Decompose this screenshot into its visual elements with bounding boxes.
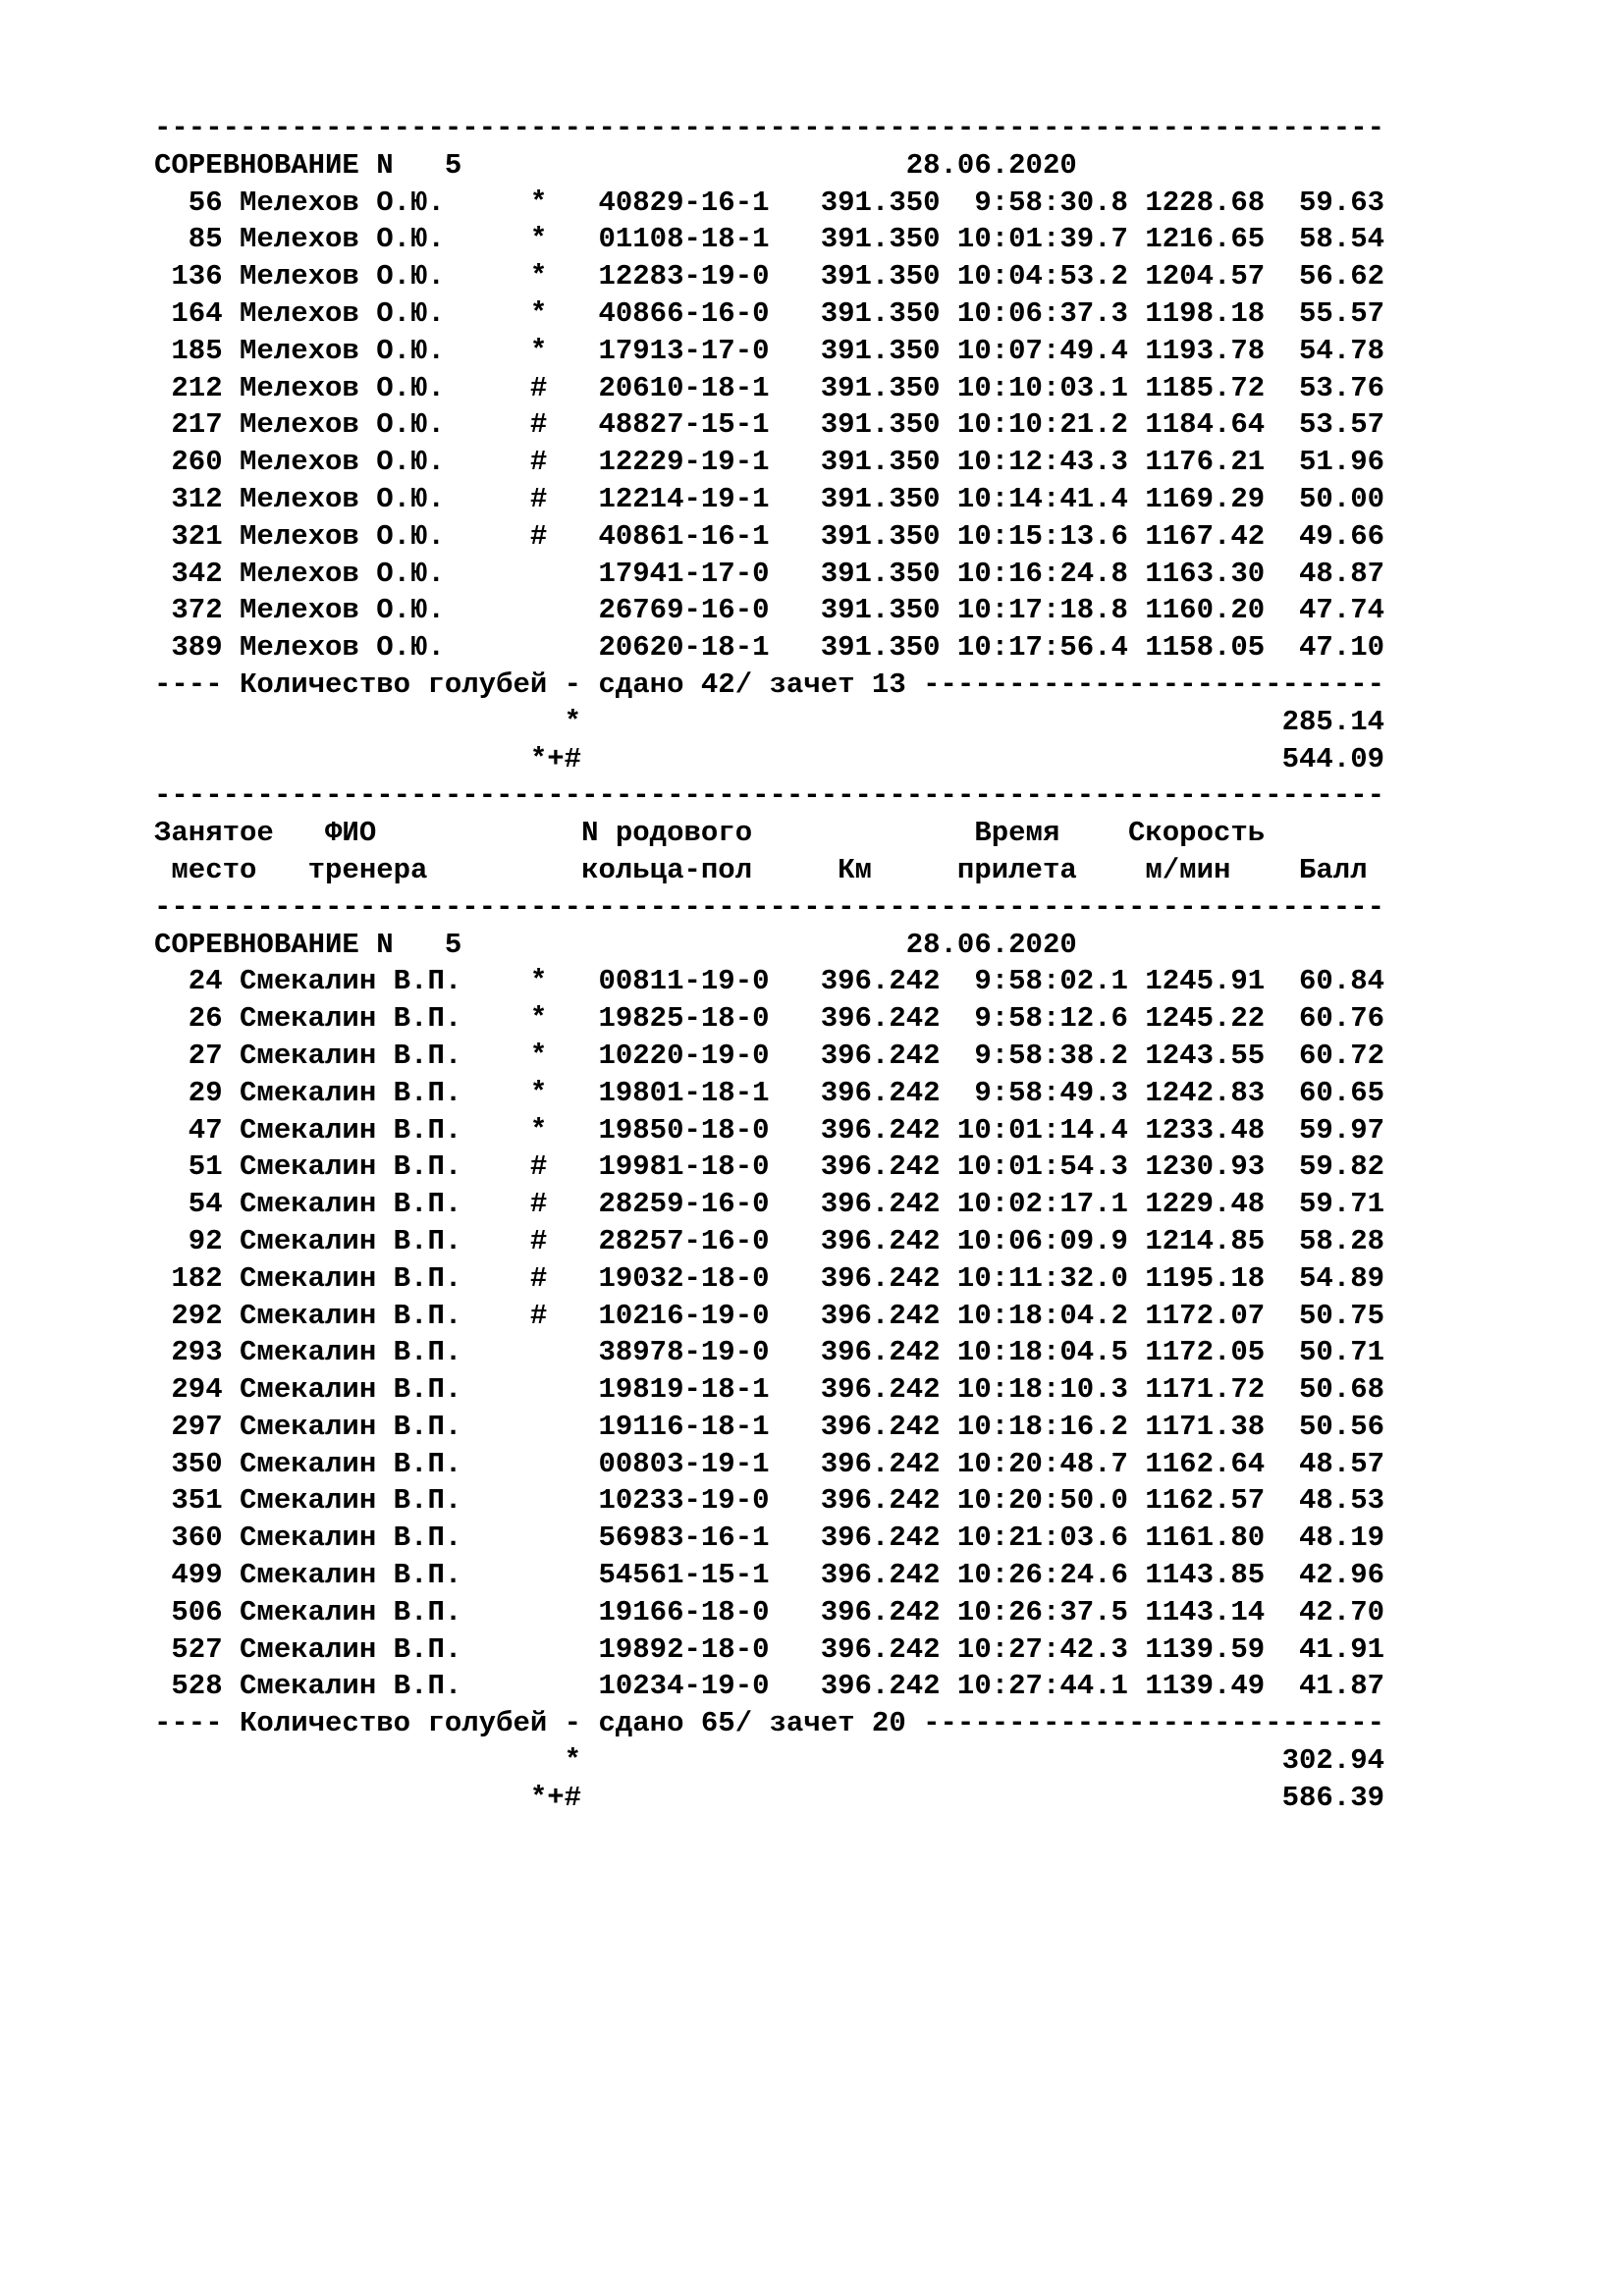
result-row: 164 Мелехов О.Ю. * 40866-16-0 391.350 10:06:37.3 1198.18 55.57	[154, 296, 1385, 330]
competition-header: СОРЕВНОВАНИЕ N 5 28.06.2020	[154, 148, 1077, 182]
points-total-line: * 302.94	[154, 1744, 1385, 1778]
result-row: 24 Смекалин В.П. * 00811-19-0 396.242 9:58:02.1 1245.91 60.84	[154, 965, 1385, 998]
result-row: 372 Мелехов О.Ю. 26769-16-0 391.350 10:17:18.8 1160.20 47.74	[154, 594, 1385, 627]
result-row: 527 Смекалин В.П. 19892-18-0 396.242 10:27:42.3 1139.59 41.91	[154, 1632, 1385, 1666]
result-row: 360 Смекалин В.П. 56983-16-1 396.242 10:21:03.6 1161.80 48.19	[154, 1522, 1385, 1555]
result-row: 528 Смекалин В.П. 10234-19-0 396.242 10:27:44.1 1139.49 41.87	[154, 1670, 1385, 1703]
result-row: 29 Смекалин В.П. * 19801-18-1 396.242 9:58:49.3 1242.83 60.65	[154, 1076, 1385, 1109]
result-row: 499 Смекалин В.П. 54561-15-1 396.242 10:26:24.6 1143.85 42.96	[154, 1559, 1385, 1592]
result-row: 293 Смекалин В.П. 38978-19-0 396.242 10:18:04.5 1172.05 50.71	[154, 1336, 1385, 1369]
result-row: 292 Смекалин В.П. # 10216-19-0 396.242 10:18:04.2 1172.07 50.75	[154, 1299, 1385, 1332]
separator-line: ------------------------------------------------------------------------	[154, 779, 1385, 813]
column-header: место тренера кольца-пол Км прилета м/мин Балл	[154, 853, 1368, 886]
result-row: 312 Мелехов О.Ю. # 12214-19-1 391.350 10:14:41.4 1169.29 50.00	[154, 482, 1385, 515]
result-row: 26 Смекалин В.П. * 19825-18-0 396.242 9:58:12.6 1245.22 60.76	[154, 1002, 1385, 1036]
results-printout	[154, 110, 1578, 1817]
result-row: 85 Мелехов О.Ю. * 01108-18-1 391.350 10:01:39.7 1216.65 58.54	[154, 223, 1385, 256]
result-row: 294 Смекалин В.П. 19819-18-1 396.242 10:18:10.3 1171.72 50.68	[154, 1373, 1385, 1407]
result-row: 321 Мелехов О.Ю. # 40861-16-1 391.350 10:15:13.6 1167.42 49.66	[154, 519, 1385, 553]
points-total-line: *+# 586.39	[154, 1781, 1385, 1814]
result-row: 342 Мелехов О.Ю. 17941-17-0 391.350 10:16:24.8 1163.30 48.87	[154, 557, 1385, 590]
result-row: 27 Смекалин В.П. * 10220-19-0 396.242 9:58:38.2 1243.55 60.72	[154, 1039, 1385, 1072]
result-row: 389 Мелехов О.Ю. 20620-18-1 391.350 10:17:56.4 1158.05 47.10	[154, 631, 1385, 665]
result-row: 297 Смекалин В.П. 19116-18-1 396.242 10:18:16.2 1171.38 50.56	[154, 1410, 1385, 1443]
result-row: 506 Смекалин В.П. 19166-18-0 396.242 10:26:37.5 1143.14 42.70	[154, 1595, 1385, 1629]
result-row: 185 Мелехов О.Ю. * 17913-17-0 391.350 10:07:49.4 1193.78 54.78	[154, 334, 1385, 367]
result-row: 350 Смекалин В.П. 00803-19-1 396.242 10:20:48.7 1162.64 48.57	[154, 1447, 1385, 1480]
competition-header: СОРЕВНОВАНИЕ N 5 28.06.2020	[154, 928, 1077, 961]
result-row: 56 Мелехов О.Ю. * 40829-16-1 391.350 9:58:30.8 1228.68 59.63	[154, 186, 1385, 219]
result-row: 136 Мелехов О.Ю. * 12283-19-0 391.350 10:04:53.2 1204.57 56.62	[154, 260, 1385, 294]
pigeon-count-summary: ---- Количество голубей - сдано 65/ зачет 20 ---------------------------	[154, 1707, 1385, 1740]
separator-line: ------------------------------------------------------------------------	[154, 890, 1385, 924]
result-row: 51 Смекалин В.П. # 19981-18-0 396.242 10:01:54.3 1230.93 59.82	[154, 1150, 1385, 1184]
result-row: 92 Смекалин В.П. # 28257-16-0 396.242 10:06:09.9 1214.85 58.28	[154, 1224, 1385, 1257]
column-header: Занятое ФИО N родового Время Скорость	[154, 817, 1266, 850]
result-row: 217 Мелехов О.Ю. # 48827-15-1 391.350 10:10:21.2 1184.64 53.57	[154, 408, 1385, 442]
points-total-line: * 285.14	[154, 705, 1385, 738]
result-row: 260 Мелехов О.Ю. # 12229-19-1 391.350 10:12:43.3 1176.21 51.96	[154, 446, 1385, 479]
result-row: 182 Смекалин В.П. # 19032-18-0 396.242 10:11:32.0 1195.18 54.89	[154, 1261, 1385, 1295]
result-row: 351 Смекалин В.П. 10233-19-0 396.242 10:20:50.0 1162.57 48.53	[154, 1484, 1385, 1518]
separator-line: ------------------------------------------------------------------------	[154, 112, 1385, 144]
result-row: 54 Смекалин В.П. # 28259-16-0 396.242 10:02:17.1 1229.48 59.71	[154, 1188, 1385, 1221]
pigeon-count-summary: ---- Количество голубей - сдано 42/ зачет 13 ---------------------------	[154, 667, 1385, 701]
result-row: 212 Мелехов О.Ю. # 20610-18-1 391.350 10:10:03.1 1185.72 53.76	[154, 371, 1385, 404]
result-row: 47 Смекалин В.П. * 19850-18-0 396.242 10:01:14.4 1233.48 59.97	[154, 1113, 1385, 1147]
points-total-line: *+# 544.09	[154, 742, 1385, 775]
